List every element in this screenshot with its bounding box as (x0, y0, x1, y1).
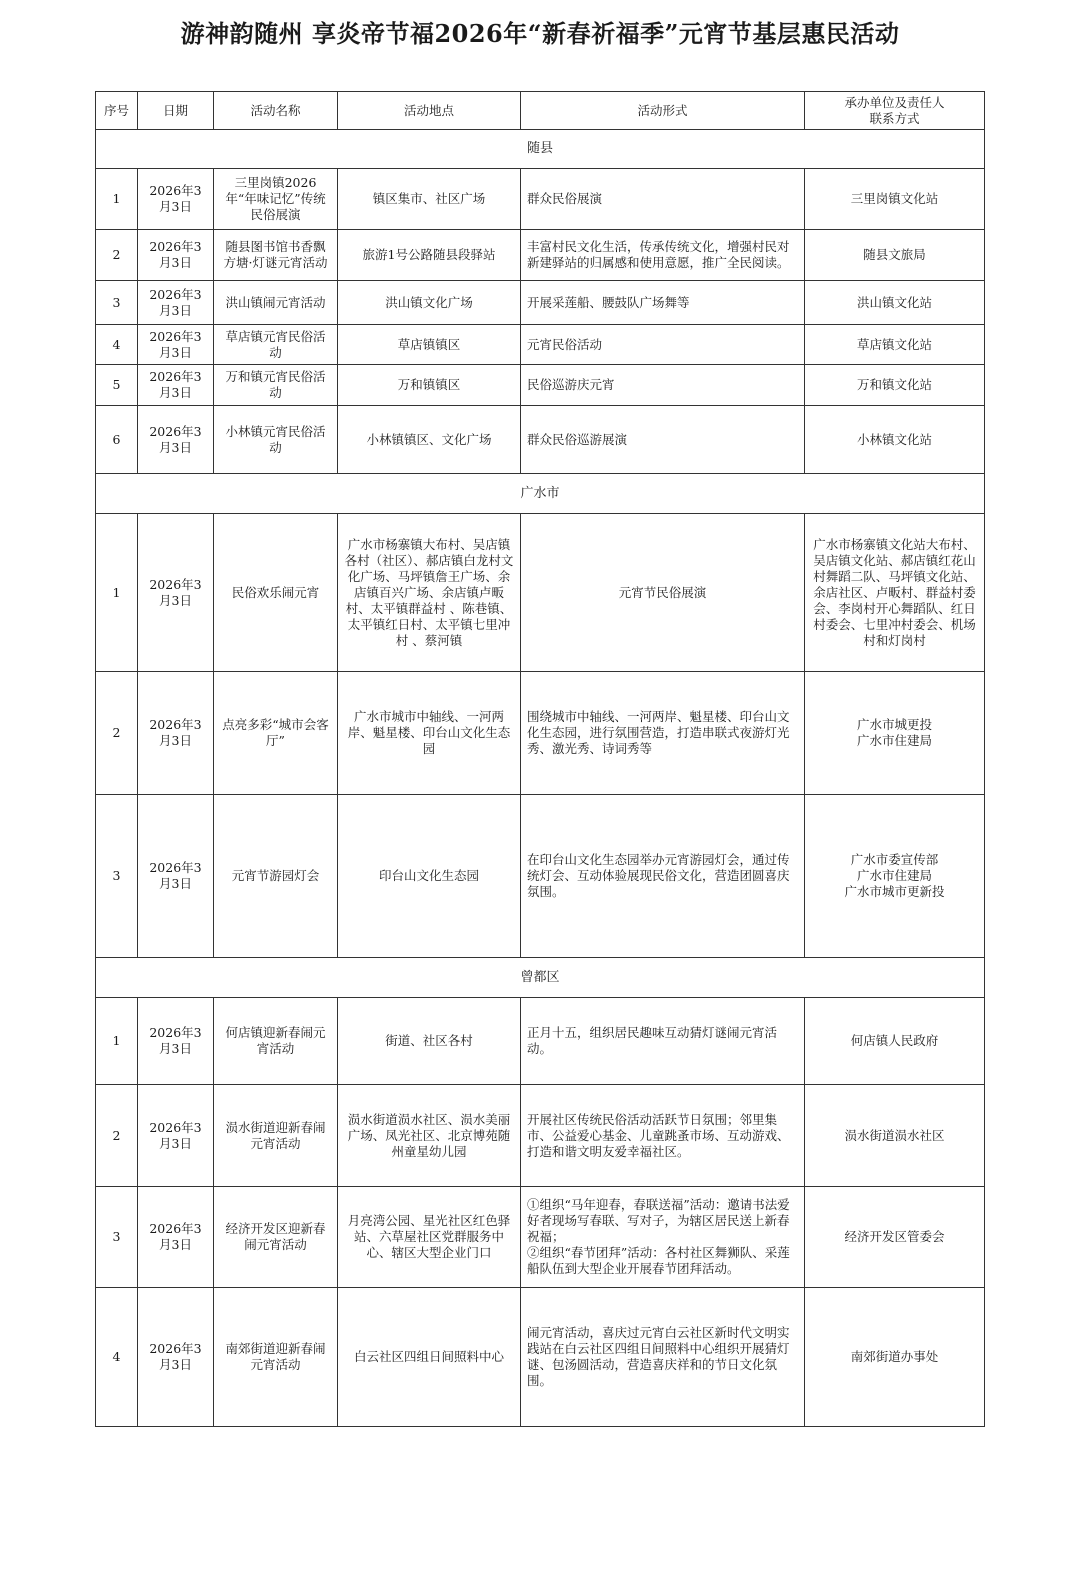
cell-name: 点亮多彩“城市会客厅” (214, 672, 338, 795)
cell-name: 何店镇迎新春闹元宵活动 (214, 998, 338, 1085)
section-row (96, 474, 985, 514)
cell-org: 随县文旅局 (805, 230, 985, 281)
cell-name: 涢水街道迎新春闹元宵活动 (214, 1085, 338, 1187)
table-row (96, 406, 985, 474)
table-row (96, 281, 985, 325)
table-row (96, 230, 985, 281)
table-header-row (96, 92, 985, 130)
cell-date: 2026年3月3日 (138, 795, 214, 958)
cell-date: 2026年3月3日 (138, 230, 214, 281)
cell-form: 闹元宵活动，喜庆过元宵白云社区新时代文明实践站在白云社区四组日间照料中心组织开展猜灯谜、包汤圆活动，营造喜庆祥和的节日文化氛围。 (521, 1288, 805, 1427)
cell-name: 随县图书馆书香飘方塘·灯谜元宵活动 (214, 230, 338, 281)
cell-name: 经济开发区迎新春闹元宵活动 (214, 1187, 338, 1288)
table-row (96, 998, 985, 1085)
cell-date: 2026年3月3日 (138, 365, 214, 406)
table-row (96, 1085, 985, 1187)
events-table (95, 91, 985, 1427)
cell-org: 广水市杨寨镇文化站大布村、吴店镇文化站、郝店镇红花山村舞蹈二队、马坪镇文化站、余店社区、卢畈村、群益村委会、李岗村开心舞蹈队、红日村委会、七里冲村委会、机场村和灯岗村 (805, 514, 985, 672)
cell-no: 3 (96, 1187, 138, 1288)
header-cell-date: 日期 (138, 92, 214, 130)
cell-date: 2026年3月3日 (138, 169, 214, 230)
cell-place: 印台山文化生态园 (338, 795, 521, 958)
cell-org: 涢水街道涢水社区 (805, 1085, 985, 1187)
cell-org: 广水市委宣传部 广水市住建局 广水市城市更新投 (805, 795, 985, 958)
cell-no: 2 (96, 672, 138, 795)
cell-place: 白云社区四组日间照料中心 (338, 1288, 521, 1427)
cell-date: 2026年3月3日 (138, 672, 214, 795)
cell-date: 2026年3月3日 (138, 281, 214, 325)
cell-no: 1 (96, 998, 138, 1085)
header-cell-name: 活动名称 (214, 92, 338, 130)
cell-org: 万和镇文化站 (805, 365, 985, 406)
header-cell-form: 活动形式 (521, 92, 805, 130)
cell-org: 何店镇人民政府 (805, 998, 985, 1085)
cell-name: 万和镇元宵民俗活动 (214, 365, 338, 406)
cell-form: 群众民俗展演 (521, 169, 805, 230)
cell-date: 2026年3月3日 (138, 406, 214, 474)
cell-place: 月亮湾公园、星光社区红色驿站、六草屋社区党群服务中心、辖区大型企业门口 (338, 1187, 521, 1288)
cell-form: 围绕城市中轴线、一河两岸、魁星楼、印台山文化生态园，进行氛围营造，打造串联式夜游灯光秀、激光秀、诗词秀等 (521, 672, 805, 795)
cell-name: 三里岗镇2026年“年味记忆”传统民俗展演 (214, 169, 338, 230)
cell-no: 6 (96, 406, 138, 474)
table-body (96, 130, 985, 1427)
cell-no: 2 (96, 1085, 138, 1187)
cell-org: 洪山镇文化站 (805, 281, 985, 325)
page-title: 游神韵随州 享炎帝节福2026年“新春祈福季”元宵节基层惠民活动 (180, 19, 900, 48)
cell-form: ①组织“马年迎春，春联送福”活动：邀请书法爱好者现场写春联、写对子，为辖区居民送上新春祝福； ②组织“春节团拜”活动：各村社区舞狮队、采莲船队伍到大型企业开展春节团拜活动。 (521, 1187, 805, 1288)
cell-form: 在印台山文化生态园举办元宵游园灯会，通过传统灯会、互动体验展现民俗文化，营造团圆喜庆氛围。 (521, 795, 805, 958)
cell-date: 2026年3月3日 (138, 998, 214, 1085)
cell-org: 经济开发区管委会 (805, 1187, 985, 1288)
cell-date: 2026年3月3日 (138, 1187, 214, 1288)
section-row (96, 130, 985, 169)
section-title: 随县 (96, 130, 985, 169)
header-cell-no: 序号 (96, 92, 138, 130)
cell-no: 5 (96, 365, 138, 406)
cell-org: 南郊街道办事处 (805, 1288, 985, 1427)
cell-date: 2026年3月3日 (138, 1085, 214, 1187)
table-row (96, 169, 985, 230)
table-row (96, 1288, 985, 1427)
section-row (96, 958, 985, 998)
table-row (96, 514, 985, 672)
cell-no: 3 (96, 281, 138, 325)
table-row (96, 672, 985, 795)
cell-form: 开展社区传统民俗活动活跃节日氛围；邻里集市、公益爱心基金、儿童跳蚤市场、互动游戏、打造和谐文明友爱幸福社区。 (521, 1085, 805, 1187)
cell-form: 开展采莲船、腰鼓队广场舞等 (521, 281, 805, 325)
table-row (96, 325, 985, 365)
cell-date: 2026年3月3日 (138, 514, 214, 672)
cell-form: 民俗巡游庆元宵 (521, 365, 805, 406)
cell-org: 三里岗镇文化站 (805, 169, 985, 230)
cell-form: 丰富村民文化生活，传承传统文化，增强村民对新建驿站的归属感和使用意愿，推广全民阅读。 (521, 230, 805, 281)
cell-name: 洪山镇闹元宵活动 (214, 281, 338, 325)
cell-org: 草店镇文化站 (805, 325, 985, 365)
cell-no: 4 (96, 325, 138, 365)
cell-date: 2026年3月3日 (138, 1288, 214, 1427)
cell-date: 2026年3月3日 (138, 325, 214, 365)
cell-name: 小林镇元宵民俗活动 (214, 406, 338, 474)
cell-place: 洪山镇文化广场 (338, 281, 521, 325)
cell-no: 4 (96, 1288, 138, 1427)
cell-place: 万和镇镇区 (338, 365, 521, 406)
cell-form: 群众民俗巡游展演 (521, 406, 805, 474)
cell-form: 正月十五，组织居民趣味互动猜灯谜闹元宵活动。 (521, 998, 805, 1085)
cell-no: 1 (96, 169, 138, 230)
table-row (96, 1187, 985, 1288)
cell-place: 旅游1号公路随县段驿站 (338, 230, 521, 281)
cell-name: 草店镇元宵民俗活动 (214, 325, 338, 365)
cell-name: 民俗欢乐闹元宵 (214, 514, 338, 672)
table-row (96, 795, 985, 958)
header-cell-place: 活动地点 (338, 92, 521, 130)
cell-place: 广水市杨寨镇大布村、吴店镇各村（社区）、郝店镇白龙村文化广场、马坪镇詹王广场、余店镇百兴广场、余店镇卢畈村、太平镇群益村 、陈巷镇、太平镇红日村、太平镇七里冲村 、蔡河镇 (338, 514, 521, 672)
cell-form: 元宵节民俗展演 (521, 514, 805, 672)
table-row (96, 365, 985, 406)
cell-place: 小林镇镇区、文化广场 (338, 406, 521, 474)
cell-no: 2 (96, 230, 138, 281)
cell-form: 元宵民俗活动 (521, 325, 805, 365)
cell-no: 1 (96, 514, 138, 672)
cell-place: 街道、社区各村 (338, 998, 521, 1085)
header-cell-org: 承办单位及责任人 联系方式 (805, 92, 985, 130)
section-title: 广水市 (96, 474, 985, 514)
cell-place: 广水市城市中轴线、一河两岸、魁星楼、印台山文化生态园 (338, 672, 521, 795)
cell-name: 南郊街道迎新春闹元宵活动 (214, 1288, 338, 1427)
cell-no: 3 (96, 795, 138, 958)
cell-name: 元宵节游园灯会 (214, 795, 338, 958)
cell-org: 小林镇文化站 (805, 406, 985, 474)
cell-org: 广水市城更投 广水市住建局 (805, 672, 985, 795)
section-title: 曾都区 (96, 958, 985, 998)
cell-place: 涢水街道涢水社区、涢水美丽广场、凤光社区、北京博苑随州童星幼儿园 (338, 1085, 521, 1187)
cell-place: 草店镇镇区 (338, 325, 521, 365)
cell-place: 镇区集市、社区广场 (338, 169, 521, 230)
